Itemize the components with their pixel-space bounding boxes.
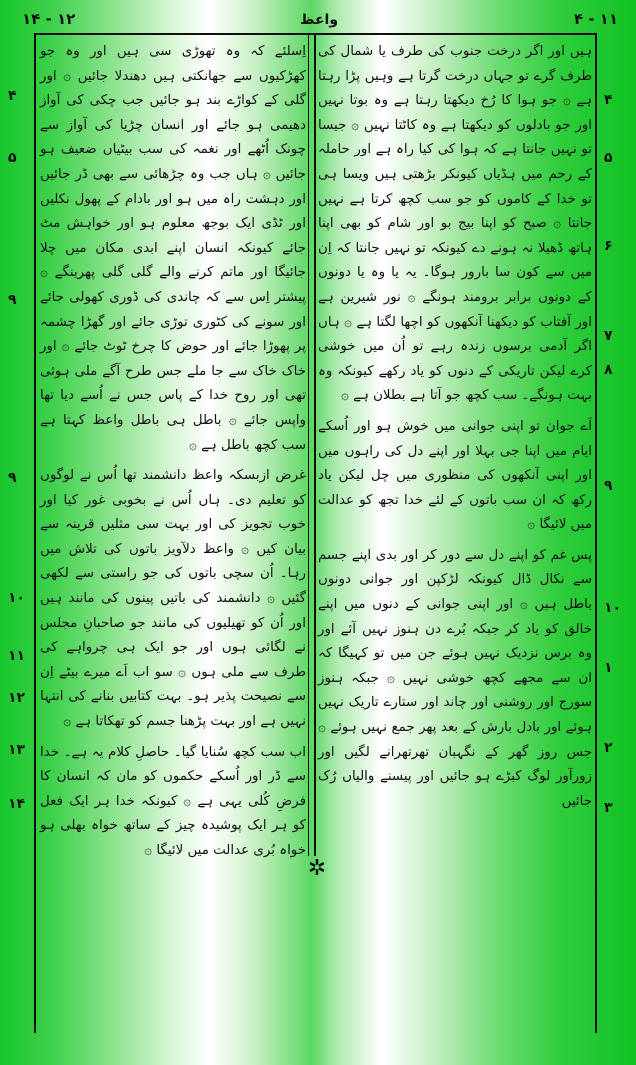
right-text-column [318, 40, 592, 820]
paragraph: غرض ازبسکہ واعظ دانشمند تھا اُس نے لوگوں کو تعلیم دی۔ ہاں اُس نے بخوبی غور کیا اور خوب تجویز کی اور بہت سی مثلیں قرینہ سے بیان کیں ۞ واعظ دلآویز باتوں کی تلاش میں رہا۔ اُن سچی باتوں کی جو راستی سے لکھی گئیں ۞ دانشمند کی باتیں پینوں کی مانند ہیں اور اُن کو تھیلیوں کی مانند جو صاحبانِ مجلس نے لگائی ہوں اور جو ایک ہی چرواہے کی طرف سے ملی ہوں ۞ سو اب اَے میرے بیٹے اِن سے نصیحت پذیر ہو۔ بہت کتابیں بنانے کی انتہا نہیں ہے اور بہت پڑھنا جسم کو تھکاتا ہے ۞ [40, 468, 306, 730]
left-text-column [40, 40, 306, 870]
verse-number: ۱ [604, 660, 613, 676]
verse-number: ۳ [604, 800, 613, 816]
page-number-right: ۴ - ۱۱ [573, 10, 618, 28]
verse-number: ۴ [8, 88, 17, 104]
paragraph: ہیں اور اگر درخت جنوب کی طرف یا شمال کی طرف گرے تو جہاں درخت گرتا ہے وہیں پڑا رہتا ہے ۞ جو ہوا کا رُخ دیکھتا رہتا ہے وہ بوتا نہیں اور جو بادلوں کو دیکھتا ہے وہ کاٹتا نہیں ۞ جیسا تو نہیں جانتا ہے کہ ہوا کی کیا راہ ہے اور حاملہ کے رحم میں ہڈیاں کیونکر بڑھتی ہیں ویسا ہی تو خدا کے کاموں کو جو سب کچھ کرتا ہے نہیں جانتا ۞ صبح کو اپنا بیج بو اور شام کو بھی اپنا ہاتھ ڈھیلا نہ ہونے دے کیونکہ تو نہیں جانتا کہ اِن میں سے کون سا بارور ہوگا۔ یہ یا وہ یا دونوں کے دونوں برابر برومند ہونگے ۞ نور شیرین ہے اور آفتاب کو دیکھنا آنکھوں کو اچھا لگتا ہے ۞ ہاں اگر آدمی برسوں زندہ رہے تو اُن میں خوشی کرے لیکن تاریکی کے دنوں کو یاد رکھے کیونکہ وہ بہت ہونگے۔ سب کچھ جو آتا ہے بطلان ہے ۞ [318, 44, 592, 404]
verse-number: ۶ [604, 238, 613, 254]
verse-number: ۲ [604, 740, 613, 756]
page-number-left: ۱۴ - ۱۲ [22, 10, 76, 28]
verse-number: ۷ [604, 328, 613, 344]
verse-number: ۸ [604, 362, 613, 378]
right-margin-rule [595, 33, 597, 1033]
verse-number: ۵ [8, 150, 17, 166]
verse-number: ۴ [604, 92, 613, 108]
page-header [0, 0, 636, 36]
column-divider [314, 33, 316, 856]
left-margin-rule [34, 33, 36, 1033]
running-title: واعظ [300, 12, 339, 28]
verse-number: ۱۰ [8, 590, 26, 606]
end-ornament: ✲ [307, 856, 327, 881]
paragraph: اِسلئے کہ وہ تھوڑی سی ہیں اور وہ جو کھڑکیوں سے جھانکتی ہیں دھندلا جائیں ۞ اور گلی کے کواڑے بند ہو جائیں جب چکی کی آواز دھیمی ہو جائے اور انسان چڑیا کی آواز سے چونک اُٹھے اور نغمہ کی سب بیٹیاں ضعیف ہو جائیں ۞ ہاں جب وہ چڑھائی سے بھی ڈر جائیں اور دہشت راہ میں ہو اور بادام کے پھول نکلیں اور ٹڈی ایک بوجھ معلوم ہو اور خواہش مٹ جائے کیونکہ انسان اپنے ابدی مکان میں چلا جائیگا اور ماتم کرنے والے گلی گلی پھرینگے ۞ پیشتر اِس سے کہ چاندی کی ڈوری کھولی جائے اور سونے کی کٹوری توڑی جائے اور گھڑا چشمہ پر پھوڑا جائے اور حوض کا چرخ ٹوٹ جائے ۞ اور خاک خاک سے جا ملے جس طرح آگے ملی ہوئی تھی اور روح خدا کے پاس جس نے اُسے دیا تھا واپس جائے ۞ باطل ہی باطل واعظ کہتا ہے سب کچھ باطل ہے ۞ [40, 44, 306, 453]
verse-number: ۱۰ [604, 600, 622, 616]
verse-number: ۱۲ [8, 690, 26, 706]
verse-number: ۱۱ [8, 648, 26, 664]
verse-number: ۵ [604, 150, 613, 166]
verse-number: ۹ [8, 292, 17, 308]
paragraph: اَے جوان تو اپنی جوانی میں خوش ہو اور اُسکے ایام میں اپنا جی بہلا اور اپنے دل کی راہوں میں اور اپنی آنکھوں کی منظوری میں چل لیکن یاد رکھ کہ ان سب باتوں کے لئے خدا تجھ کو عدالت میں لائیگا ۞ [318, 418, 592, 533]
paragraph: پس غم کو اپنے دل سے دور کر اور بدی اپنے جسم سے نکال ڈال کیونکہ لڑکپن اور جوانی دونوں باطل ہیں ۞ اور اپنی جوانی کے دنوں میں اپنے خالق کو یاد کر جبکہ بُرے دن ہنوز نہیں آئے اور وہ برس نزدیک نہیں ہوئے جن میں تو کہیگا کہ ان سے مجھے کچھ خوشی نہیں ۞ جبکہ ہنوز سورج اور روشنی اور چاند اور ستارے تاریک نہیں ہوئے اور بادل بارش کے بعد پھر جمع نہیں ہوئے ۞ جس روز گھر کے نگہبان تھرتھرانے لگیں اور زورآور لوگ کبڑے ہو جائیں اور پیسنے والیاں رُک جائیں [318, 547, 592, 809]
paragraph: اب سب کچھ سُنایا گیا۔ حاصلِ کلام یہ ہے۔ خدا سے ڈر اور اُسکے حکموں کو مان کہ انسان کا فرضِ کُلی یہی ہے ۞ کیونکہ خدا ہر ایک فعل کو ہر ایک پوشیدہ چیز کے ساتھ خواہ بھلی ہو خواہ بُری عدالت میں لائیگا ۞ [40, 744, 306, 858]
column-divider-inner [308, 33, 309, 856]
verse-number: ۹ [8, 470, 17, 486]
verse-number: ۹ [604, 478, 613, 494]
verse-number: ۱۴ [8, 796, 26, 812]
verse-number: ۱۳ [8, 742, 26, 758]
